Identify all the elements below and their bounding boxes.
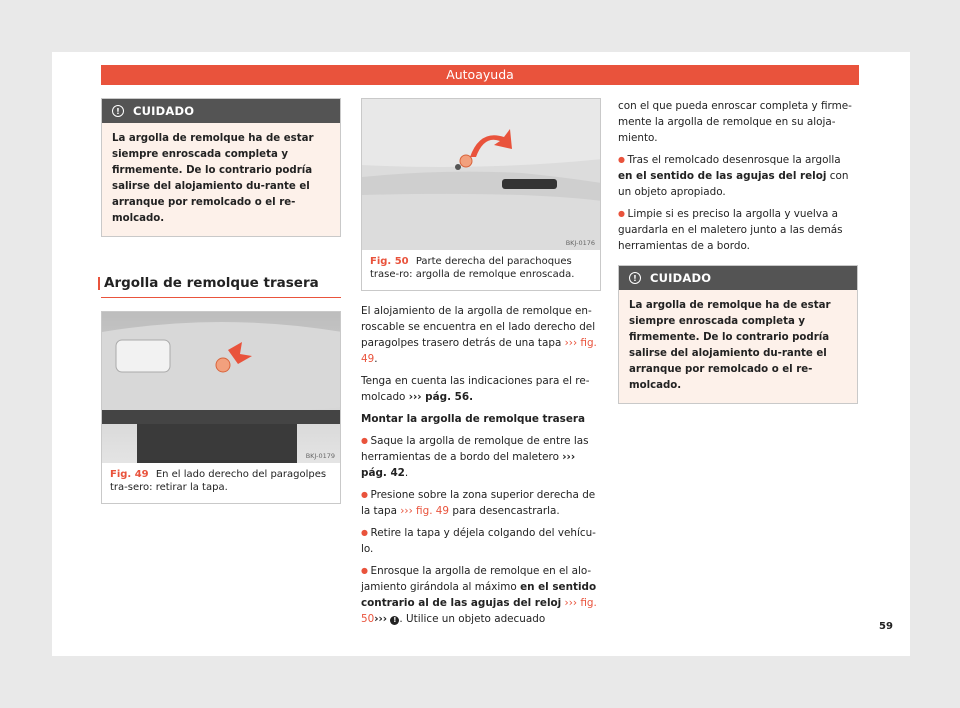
page-56-link[interactable]: ››› pág. 56. [408, 391, 474, 403]
step-4-text: Enrosque la argolla de remolque en el alo-jamiento girándola al máximo [361, 565, 592, 593]
figure-49-code: BKJ-0179 [305, 452, 335, 460]
step-5-end: con un objeto apropiado. [618, 170, 849, 198]
caution-label: CUIDADO [133, 104, 195, 118]
step-3: ● Retire la tapa y déjela colgando del vehícu-lo. [361, 525, 601, 557]
warning-icon-2: ! [629, 272, 641, 284]
page-number: 59 [879, 621, 893, 632]
caution-box-2 [618, 265, 858, 404]
warning-icon: ! [112, 105, 124, 117]
figure-49-number: Fig. 49 [110, 469, 149, 480]
step-4-end: . Utilice un objeto adecuado [399, 613, 546, 625]
note-text: Tenga en cuenta las indicaciones para el re-molcado [361, 375, 590, 403]
note-paragraph [361, 373, 601, 405]
column-right [618, 98, 858, 404]
caution-label-2: CUIDADO [650, 271, 712, 285]
caution-box [101, 98, 341, 237]
step-5-bold: en el sentido de las agujas del reloj [618, 170, 827, 182]
chapter-header: Autoayuda [101, 65, 859, 85]
figure-49-caption [102, 463, 340, 503]
figure-49 [101, 311, 341, 504]
caution-link[interactable]: ››› [374, 613, 388, 625]
step-5 [618, 152, 858, 200]
caution-header [102, 99, 340, 123]
caution-text: La argolla de remolque ha de estar siempre enroscada completa y firmemente. De lo contrario podría salirse del alojamiento du-rante el arranque por remolcado o el re-molcado. [102, 123, 340, 236]
step-4-bold: en el sentido contrario al de las agujas del reloj [361, 581, 597, 609]
step-5-text: Tras el remolcado desenrosque la argolla [627, 154, 841, 166]
section-title: Argolla de remolque trasera [101, 275, 341, 298]
fig-49-link-2[interactable]: ››› fig. 49 [400, 505, 450, 517]
column-middle [361, 98, 601, 627]
step-1-end: . [404, 467, 409, 479]
page-42-link[interactable]: ››› pág. 42 [361, 451, 576, 479]
step-4 [361, 563, 601, 627]
step-1 [361, 433, 601, 481]
continued-paragraph: con el que pueda enroscar completa y firme-mente la argolla de remolque en su aloja-miento. [618, 100, 852, 144]
intro-text: El alojamiento de la argolla de remolque en-roscable se encuentra en el lado derecho del paragolpes trasero detrás de una tapa [361, 305, 596, 349]
intro-end: . [374, 353, 378, 365]
figure-50-caption-text: Parte derecha del parachoques trase-ro: argolla de remolque enroscada. [370, 256, 575, 280]
step-2 [361, 487, 601, 519]
figure-50 [361, 98, 601, 291]
figure-50-image [362, 99, 600, 250]
figure-50-code: BKJ-0176 [565, 239, 595, 247]
caution-ref-icon: ! [390, 616, 399, 625]
figure-50-number: Fig. 50 [370, 256, 409, 267]
subsection-title: Montar la argolla de remolque trasera [361, 413, 586, 425]
step-2-text: Presione sobre la zona superior derecha de la tapa [361, 489, 596, 517]
caution-header-2 [619, 266, 857, 290]
fig-49-link[interactable]: ››› fig. 49 [361, 337, 597, 365]
figure-49-image [102, 312, 340, 463]
step-6: ● Limpie si es preciso la argolla y vuelva a guardarla en el maletero junto a las demás herramientas de a bordo. [618, 206, 858, 254]
figure-50-caption [362, 250, 600, 290]
figure-49-caption-text: En el lado derecho del paragolpes tra-sero: retirar la tapa. [110, 469, 327, 493]
caution-text-2: La argolla de remolque ha de estar siempre enroscada completa y firmemente. De lo contrario podría salirse del alojamiento du-rante el arranque por remolcado o el re-molcado. [619, 290, 857, 403]
step-2-end: para desencastrarla. [452, 505, 560, 517]
fig-50-link[interactable]: ››› fig. 50 [361, 597, 597, 625]
step-1-text: Saque la argolla de remolque de entre las herramientas de a bordo del maletero [361, 435, 589, 463]
intro-paragraph [361, 303, 601, 367]
column-left [101, 98, 341, 504]
